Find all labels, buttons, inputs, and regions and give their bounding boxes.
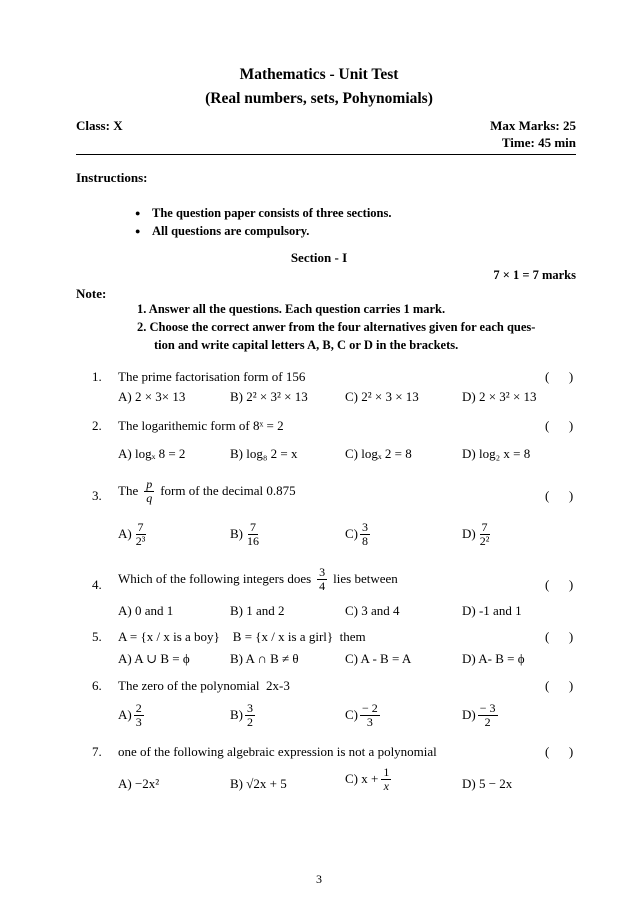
instruction-item: ● All questions are compulsory. (152, 224, 309, 239)
option-c: C) 3 and 4 (345, 603, 400, 618)
page-title: Mathematics - Unit Test (239, 66, 399, 83)
instruction-item: ● The question paper consists of three sections. (152, 206, 391, 221)
answer-bracket[interactable]: ( ) (545, 744, 574, 759)
question-number: 5. (92, 629, 102, 644)
question-text-post: lies between (333, 571, 398, 587)
answer-bracket[interactable]: ( ) (545, 629, 574, 644)
option-c: C) x + $\frac{1}{x}$ (345, 765, 390, 793)
note-line: 2. Choose the correct anwer from the four alternatives given for each ques- (137, 320, 536, 334)
option-a: A) $\frac{2}{3}$ (118, 701, 142, 729)
question-text-pre: The (118, 483, 139, 499)
page-number: 3 (316, 872, 322, 886)
option-c: C) logₓ 2 = 8 (345, 446, 412, 461)
option-a: A) 0 and 1 (118, 603, 174, 618)
question-text-post: form of the decimal 0.875 (160, 483, 296, 499)
option-d: D) $\frac{- 3}{2}$ (462, 701, 496, 729)
question-text (118, 566, 398, 592)
answer-bracket[interactable]: ( ) (545, 369, 574, 384)
answer-bracket[interactable]: ( ) (545, 418, 574, 433)
option-b: B) √2x + 5 (230, 776, 287, 791)
option-a: A) A ∪ B = ϕ (118, 651, 190, 666)
option-c: C) $\frac{3}{8}$ (345, 520, 368, 548)
header-divider (76, 154, 576, 155)
option-c: C) A - B = A (345, 651, 412, 666)
option-a: A) logₓ 8 = 2 (118, 446, 186, 461)
question-number: 1. (92, 369, 102, 384)
answer-bracket[interactable]: ( ) (545, 678, 574, 693)
option-b: B) $\frac{7}{16}$ (230, 520, 259, 548)
option-c: C) 2² × 3 × 13 (345, 389, 419, 404)
note-line: 1. Answer all the questions. Each question carries 1 mark. (137, 302, 446, 316)
note-line: tion and write capital letters A, B, C or D in the brackets. (154, 338, 459, 352)
question-text: The logarithemic form of 8ˣ = 2 (118, 418, 284, 433)
option-c: C) $\frac{- 2}{3}$ (345, 701, 378, 729)
option-a: A) −2x² (118, 776, 160, 791)
question-text: A = {x / x is a boy} B = {x / x is a girl} them (118, 629, 366, 644)
option-d: D) 2 × 3² × 13 (462, 389, 537, 404)
question-number: 2. (92, 418, 102, 433)
fraction-three-quarters: $\frac{3}{4}$ (319, 565, 326, 593)
instructions-heading: Instructions: (76, 170, 148, 185)
answer-bracket[interactable]: ( ) (545, 488, 574, 503)
option-b: B) 2² × 3² × 13 (230, 389, 308, 404)
option-d: D) log₂ x = 8 (462, 446, 531, 461)
question-text: one of the following algebraic expression is not a polynomial (118, 744, 437, 759)
option-d: D) -1 and 1 (462, 603, 522, 618)
question-number: 7. (92, 744, 102, 759)
class-label: Class: X (76, 118, 123, 133)
question-text: The prime factorisation form of 156 (118, 369, 306, 384)
option-b: B) 1 and 2 (230, 603, 285, 618)
question-number: 6. (92, 678, 102, 693)
section-title: Section - I (290, 250, 348, 265)
question-text: The zero of the polynomial 2x-3 (118, 678, 290, 693)
time-allowed: Time: 45 min (501, 135, 576, 150)
question-number: 4. (92, 577, 102, 592)
page-subtitle: (Real numbers, sets, Pohynomials) (205, 90, 433, 107)
option-b: B) $\frac{3}{2}$ (230, 701, 253, 729)
option-d: D) A- B = ϕ (462, 651, 525, 666)
question-text (118, 478, 296, 504)
question-number: 3. (92, 488, 102, 503)
option-a: A) $\frac{7}{\text{2³}}$ (118, 520, 146, 548)
option-d: D) 5 − 2x (462, 776, 513, 791)
max-marks: Max Marks: 25 (490, 118, 576, 133)
question-text-pre: Which of the following integers does (118, 571, 312, 587)
answer-bracket[interactable]: ( ) (545, 577, 574, 592)
section-marks: 7 × 1 = 7 marks (493, 268, 576, 282)
option-b: B) log₈ 2 = x (230, 446, 298, 461)
option-d: D) $\frac{7}{\text{2²}}$ (462, 520, 490, 548)
fraction-p-over-q: $\frac{p}{q}$ (146, 477, 153, 505)
option-b: B) A ∩ B ≠ θ (230, 651, 299, 666)
option-a: A) 2 × 3× 13 (118, 389, 186, 404)
note-label: Note: (76, 286, 107, 301)
